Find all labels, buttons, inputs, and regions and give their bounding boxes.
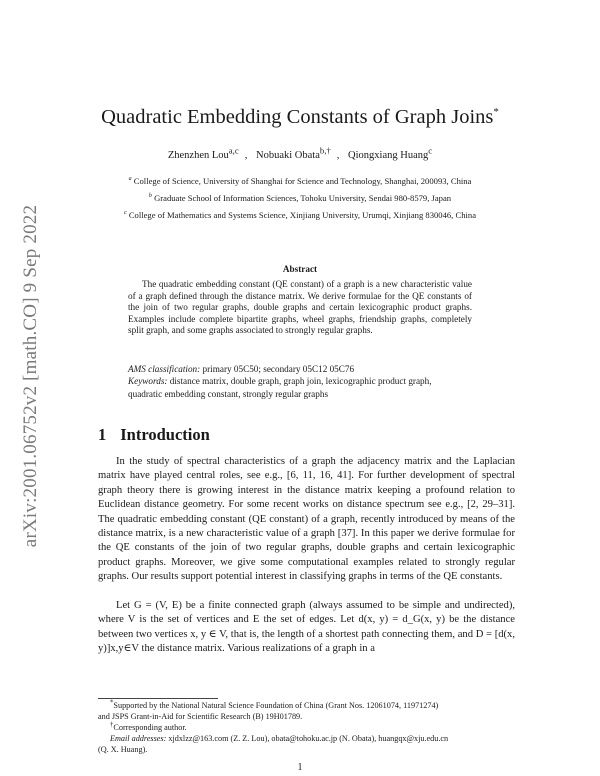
abstract-heading: Abstract <box>282 264 318 274</box>
section-heading <box>98 425 210 445</box>
footnote-mark: † <box>110 721 114 729</box>
author-name: Zhenzhen Lou <box>167 150 229 161</box>
author-affiliation-mark: b,† <box>319 145 331 156</box>
footnote-emails <box>98 734 518 744</box>
intro-paragraph-1: In the study of spectral characteristics of a graph the adjacency matrix and the Laplacian matrix have played central roles, see e.g., [6, 11, 16, 41]. For further development of spectral graph theory there is growing interest in the distance matrix keeping a profound relation to Euclidean distance geometry. For some recent works on distance spectrum see e.g., [2, 29–31]. The quadratic embedding constant (QE constant) of a graph, recently introduced by means of the distance matrix, is a new characteristic value of a graph [37]. In this paper we derive formulae for the QE constants of the join of two regular graphs, double graphs and certain lexicographic product graphs. Moreover, we give some computational examples related to strongly regular graphs. Our results support potential interest in classifying graphs in terms of the QE constants. <box>98 456 515 583</box>
author-affiliation-mark: a,c <box>228 145 239 156</box>
ams-codes: primary 05C50; secondary 05C12 05C76 <box>202 364 355 374</box>
author <box>167 145 239 161</box>
author-name: Qiongxiang Huang <box>348 150 429 161</box>
footnote-funding <box>98 701 518 711</box>
email-label: Email addresses: <box>110 734 167 743</box>
footnote-rule <box>98 698 218 699</box>
affiliation-text: College of Mathematics and Systems Science, Xinjiang University, Urumqi, Xinjiang 830046, China <box>128 210 477 220</box>
affiliation-mark: a <box>128 176 132 183</box>
arxiv-identifier: arXiv:2001.06752v2 [math.CO] 9 Sep 2022 <box>20 204 41 548</box>
footnote-emails-cont: (Q. X. Huang). <box>98 745 148 754</box>
affiliation-text: Graduate School of Information Sciences, Tohoku University, Sendai 980-8579, Japan <box>154 193 452 203</box>
keywords-label: Keywords: <box>128 376 168 386</box>
footnote-mark: * <box>110 699 114 707</box>
affiliation <box>0 210 600 220</box>
footnote-text: Corresponding author. <box>113 723 187 732</box>
affiliation-mark: b <box>148 193 152 200</box>
title-footnote-mark: * <box>493 106 499 119</box>
intro-paragraph-2: Let G = (V, E) be a finite connected graph (always assumed to be simple and undirected), where V is the set of vertices and E the set of edges. Let d(x, y) = d_G(x, y) be the distance between two vertices x, y ∈ V, that is, the length of a shortest path connecting them, and D = [d(x, y)]x,y∈V the distance matrix. Various realizations of a graph in a <box>98 600 515 655</box>
section-title: Introduction <box>120 425 210 444</box>
keywords-line-1: distance matrix, double graph, graph join, lexicographic product graph, <box>169 376 432 386</box>
abstract-text: The quadratic embedding constant (QE constant) of a graph is a new characteristic value of a graph defined through the distance matrix. We derive formulae for the QE constants of the join of two regular graphs, double graphs and certain lexicographic product graphs. Examples include complete bipartite graphs, wheel graphs, friendship graphs, completely split graph, and some graphs associated to strongly regular graphs. <box>128 279 472 336</box>
paper-title <box>0 106 600 129</box>
email-list: xjdxlzz@163.com (Z. Z. Lou), obata@tohoku.ac.jp (N. Obata), huangqx@xju.edu.cn <box>168 734 449 743</box>
ams-label: AMS classification: <box>128 364 201 374</box>
page-number: 1 <box>297 762 303 773</box>
footnote-corresponding <box>98 723 518 733</box>
author-list: Zhenzhen Lou$^{a,c}$ , Nobuaki Obata$^{b,\dagger}$ , Qiongxiang Huang$^c$ <box>167 145 433 161</box>
affiliation-text: College of Science, University of Shanghai for Science and Technology, Shanghai, 200093, China <box>133 176 472 186</box>
keywords-continued: quadratic embedding constant, strongly regular graphs <box>128 389 329 399</box>
footnote-funding-cont: and JSPS Grant-in-Aid for Scientific Research (B) 19H01789. <box>98 712 303 721</box>
title-text: Quadratic Embedding Constants of Graph Joins <box>101 106 494 128</box>
author <box>256 145 331 161</box>
author-name: Nobuaki Obata <box>256 150 320 161</box>
section-number: 1 <box>98 425 107 444</box>
author <box>348 145 433 161</box>
affiliation <box>0 176 600 186</box>
footnote-text: Supported by the National Natural Science Foundation of China (Grant Nos. 12061074, 11971274) <box>113 701 439 710</box>
arxiv-sidebar-stamp <box>14 176 48 576</box>
keywords <box>128 376 472 386</box>
ams-classification <box>128 364 472 374</box>
affiliation <box>0 193 600 203</box>
affiliation-mark: c <box>123 210 127 217</box>
author-affiliation-mark: c <box>428 145 433 156</box>
